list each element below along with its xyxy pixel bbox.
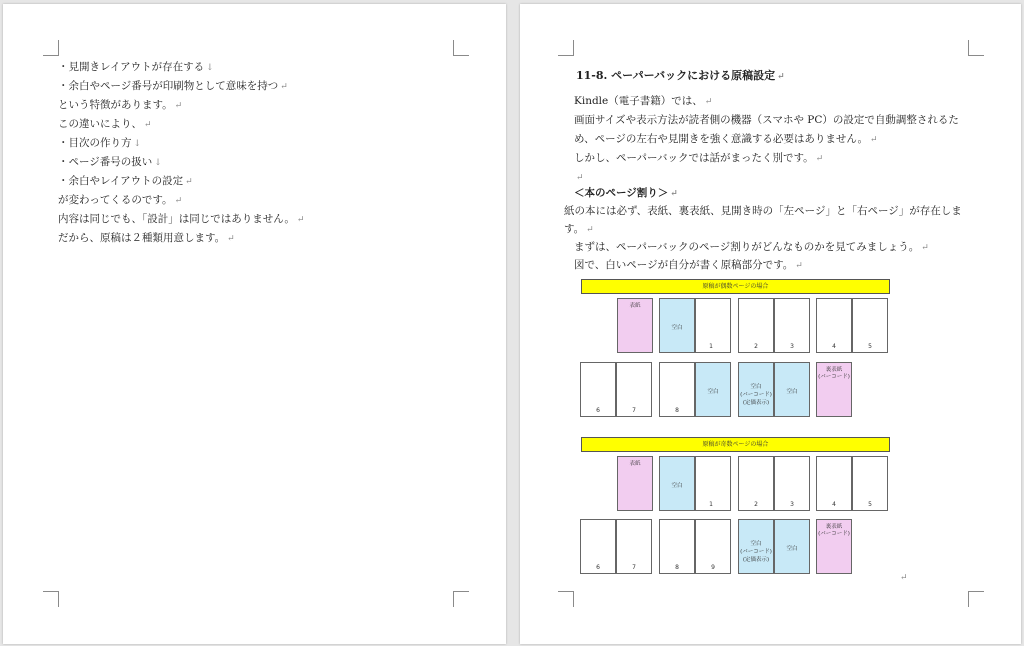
crop-mark	[968, 40, 984, 56]
text-line[interactable]: が変わってくるのです。 ↵	[58, 194, 183, 206]
paragraph-mark: ↵	[900, 573, 908, 583]
page-cell: 7	[616, 519, 652, 574]
page-cell-cover: 表紙	[617, 298, 653, 353]
page-cell-back-cover: 裏表紙 (バーコード)	[816, 362, 852, 417]
page-cell: 6	[580, 519, 616, 574]
page-cell-back-cover: 裏表紙 (バーコード)	[816, 519, 852, 574]
page-cell-blank-barcode: 空白 (バーコード) (定価表示)	[738, 519, 774, 574]
page-cell: 4	[816, 298, 852, 353]
crop-mark	[968, 591, 984, 607]
page-cell-blank: 空白	[659, 456, 695, 511]
crop-mark	[453, 591, 469, 607]
text-line[interactable]: ・余白やレイアウトの設定 ↵	[58, 175, 193, 187]
text-line[interactable]: 紙の本には必ず、表紙、裏表紙、見開き時の「左ページ」と「右ページ」が存在しま	[564, 205, 962, 217]
crop-mark	[558, 591, 574, 607]
crop-mark	[453, 40, 469, 56]
text-line[interactable]: 内容は同じでも、「設計」は同じではありません。 ↵	[58, 213, 305, 225]
page-cell-blank: 空白	[774, 519, 810, 574]
page-cell: 3	[774, 456, 810, 511]
page-cell: 8	[659, 519, 695, 574]
page-cell: 8	[659, 362, 695, 417]
page-cell-blank: 空白	[774, 362, 810, 417]
empty-line[interactable]: ↵	[576, 173, 584, 183]
text-line[interactable]: ・見開きレイアウトが存在する ↓	[58, 61, 214, 73]
subheading[interactable]: ＜本のページ割り＞ ↵	[574, 187, 678, 199]
text-line[interactable]: という特徴があります。 ↵	[58, 99, 183, 111]
document-page-left[interactable]	[3, 4, 506, 644]
text-line[interactable]: ・目次の作り方 ↓	[58, 137, 142, 149]
page-cell: 5	[852, 456, 888, 511]
page-cell-blank: 空白	[659, 298, 695, 353]
crop-mark	[558, 40, 574, 56]
page-cell-blank: 空白	[695, 362, 731, 417]
text-line[interactable]: す。 ↵	[564, 223, 594, 235]
text-line[interactable]: 画面サイズや表示方法が読者側の機器（スマホや PC）の設定で自動調整されるた	[574, 114, 959, 126]
page-cell-blank-barcode: 空白 (バーコード) (定価表示)	[738, 362, 774, 417]
text-line[interactable]: Kindle（電子書籍）では、 ↵	[574, 95, 713, 107]
document-page-right[interactable]	[520, 4, 1021, 644]
text-line[interactable]: だから、原稿は２種類用意します。 ↵	[58, 232, 235, 244]
text-line[interactable]: 図で、白いページが自分が書く原稿部分です。 ↵	[574, 259, 803, 271]
page-cell: 2	[738, 298, 774, 353]
text-line[interactable]: しかし、ペーパーバックでは話がまったく別です。 ↵	[574, 152, 824, 164]
page-cell: 9	[695, 519, 731, 574]
text-line[interactable]: ・ページ番号の扱い ↓	[58, 156, 162, 168]
crop-mark	[43, 40, 59, 56]
page-cell: 3	[774, 298, 810, 353]
text-line[interactable]: め、ページの左右や見開きを強く意識する必要はありません。 ↵	[574, 133, 878, 145]
diagram-title-even: 原稿が偶数ページの場合	[581, 279, 890, 294]
diagram-title-odd: 原稿が奇数ページの場合	[581, 437, 890, 452]
page-cell: 4	[816, 456, 852, 511]
page-cell: 1	[695, 298, 731, 353]
page-cell: 5	[852, 298, 888, 353]
text-line[interactable]: ・余白やページ番号が印刷物として意味を持つ ↵	[58, 80, 288, 92]
page-cell: 2	[738, 456, 774, 511]
text-line[interactable]: この違いにより、 ↵	[58, 118, 152, 130]
page-cell-cover: 表紙	[617, 456, 653, 511]
section-heading[interactable]: 11-8. ペーパーバックにおける原稿設定 ↵	[576, 69, 785, 82]
crop-mark	[43, 591, 59, 607]
page-cell: 7	[616, 362, 652, 417]
page-cell: 6	[580, 362, 616, 417]
text-line[interactable]: まずは、ペーパーバックのページ割りがどんなものかを見てみましょう。 ↵	[574, 241, 929, 253]
page-cell: 1	[695, 456, 731, 511]
